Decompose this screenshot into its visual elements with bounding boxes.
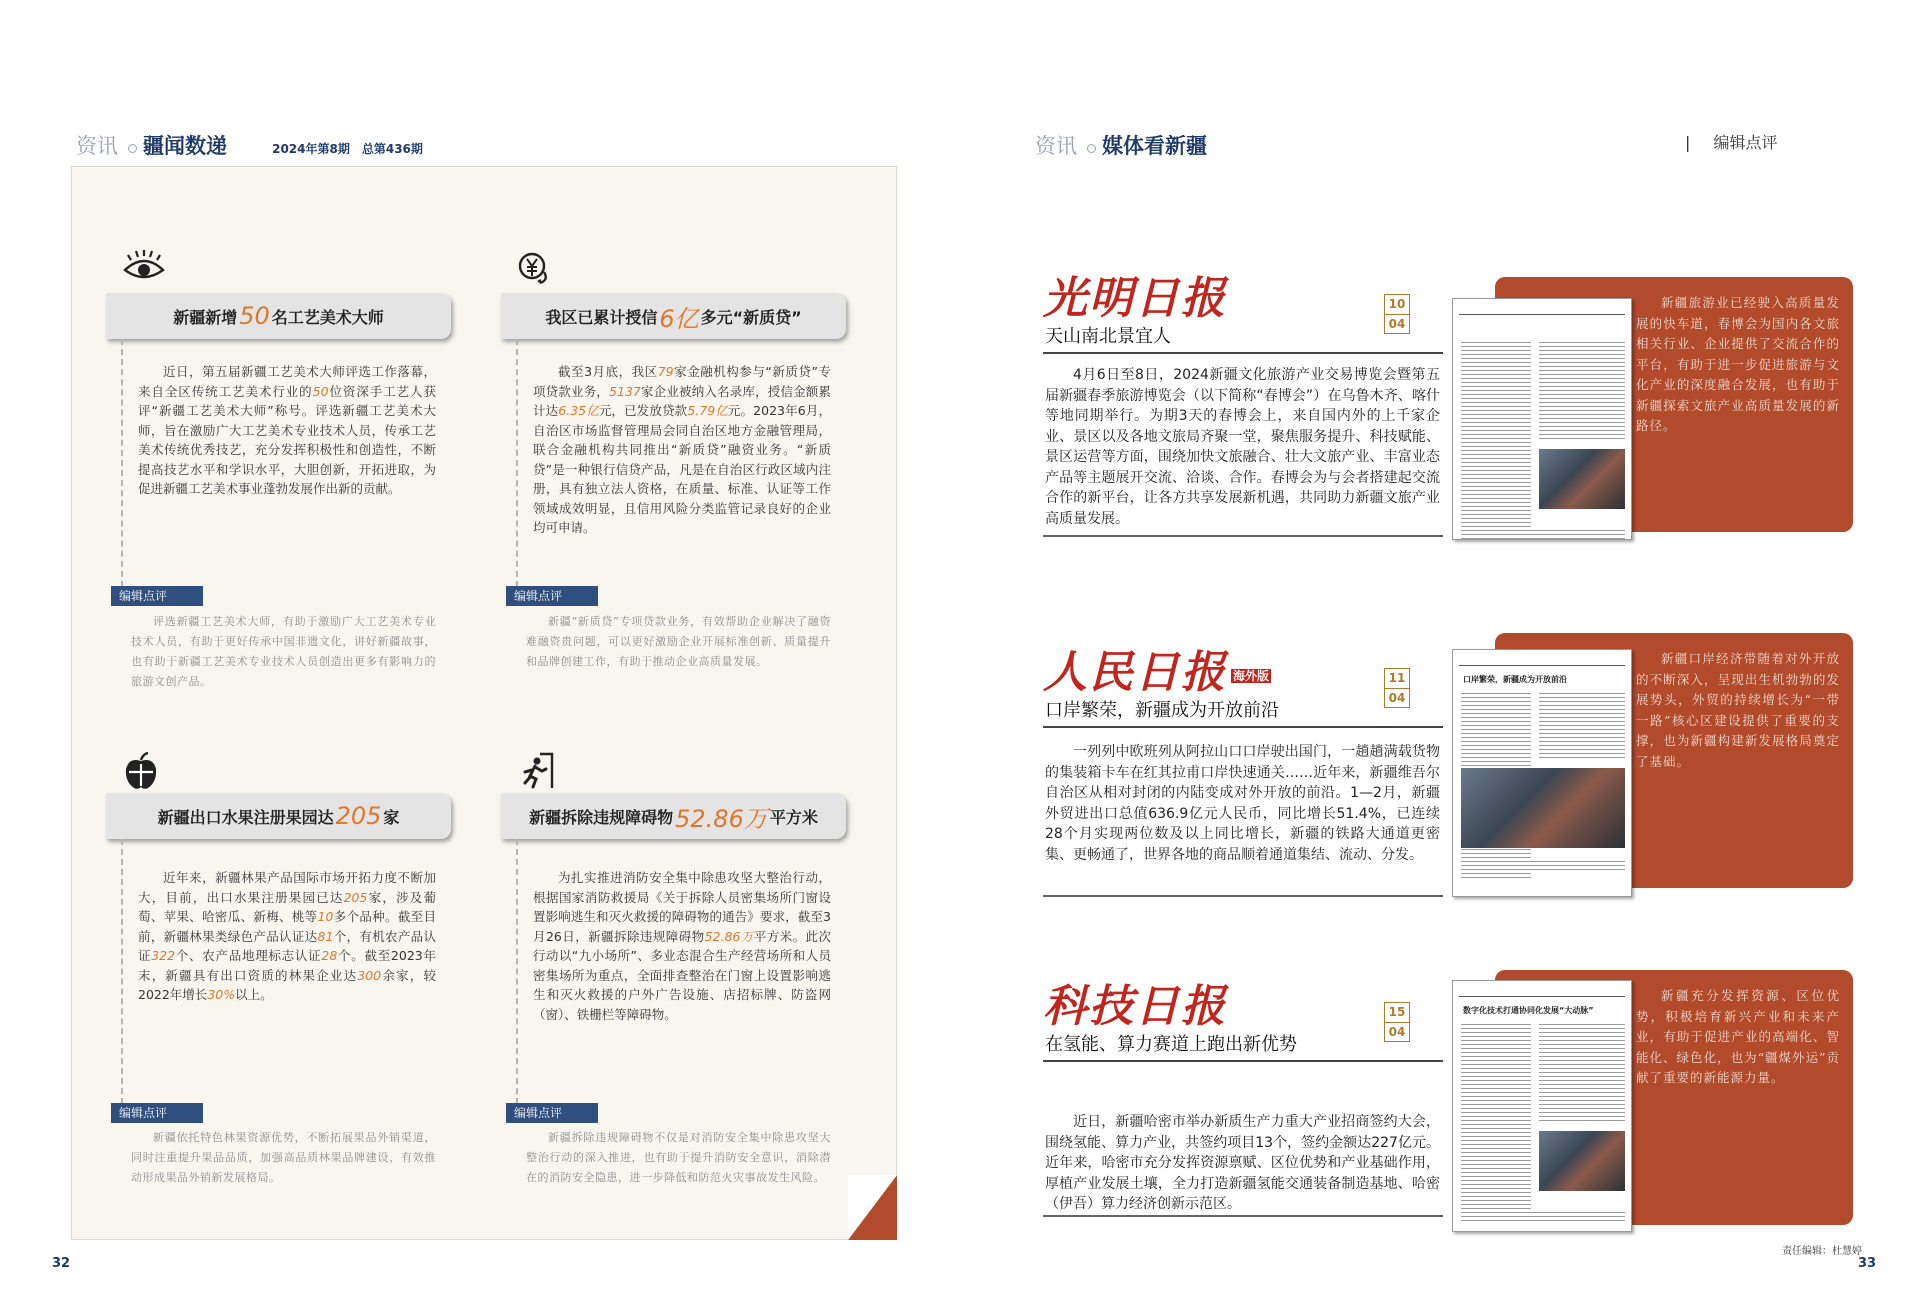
- card-title-banner: [106, 793, 451, 839]
- newspaper-photo: [1539, 449, 1625, 509]
- body-segment: 截至3月底，我区: [558, 364, 658, 379]
- card-title-number: 6亿: [659, 304, 699, 333]
- newspaper-clipping: [1452, 298, 1632, 540]
- highlight-number: 81: [317, 928, 334, 944]
- article-body: 一列列中欧班列从阿拉山口口岸驶出国门，一趟趟满载货物的集装箱卡车在红其拉甫口岸快速通关……近年来，新疆维吾尔自治区从相对封闭的内陆变成对外开放的前沿。1—2月，新疆外贸进出口总值636.9亿元人民币，同比增长51.4%，已连续28个月实现两位数及以上同比增长，新疆的铁路大通道更密集、更畅通了，世界各地的商品顺着通道集结、流动、分发。: [1045, 744, 1440, 863]
- highlight-number: 5.79亿: [687, 403, 728, 418]
- body-segment: 余家，较2022年增长: [138, 967, 436, 1002]
- comment-text: 新疆旅游业已经驶入高质量发展的快车道，春博会为国内各文旅相关行业、企业提供了交流合作的平台，有助于进一步促进旅游与文化产业的深度融合发展，也有助于新疆探索文旅产业高质量发展的新路径。: [1636, 295, 1840, 433]
- comment-text: 新疆充分发挥资源、区位优势，积极培育新兴产业和未来产业，有助于促进产业的高端化、智能化、绿色化，也为“疆煤外运”贡献了重要的新能源力量。: [1636, 988, 1840, 1085]
- title-underline: [1043, 352, 1443, 354]
- left-page-header: [76, 130, 423, 160]
- card-title-number: 52.86万: [675, 804, 768, 833]
- editor-comment-tag: 编辑点评: [111, 1103, 203, 1123]
- body-segment: 元。2023年6月，自治区市场监督管理局会同自治区地方金融管理局，联合金融机构共同推出“新质贷”融资业务。“新质贷”是一种银行信贷产品，凡是在自治区行政区域内注册，具有独立法人资格，在质量、标准、认证等工作领域成效明显，且信用风险分类监管记录良好的企业均可申请。: [533, 403, 831, 535]
- title-underline: [1043, 1060, 1443, 1062]
- header-dot: [128, 144, 137, 153]
- fruit-icon: [121, 752, 161, 792]
- newspaper-headline: 口岸繁荣，新疆成为开放前沿: [1463, 675, 1567, 684]
- newspaper-masthead-bar: [1459, 656, 1625, 666]
- body-segment: 个。截至2023年末，新疆具有出口资质的林果企业达: [138, 948, 436, 983]
- article-bottom-rule: [1043, 1215, 1443, 1217]
- date-badge: [1384, 1002, 1410, 1042]
- column-title: 疆闻数递: [143, 134, 227, 158]
- article-bottom-rule: [1043, 535, 1443, 537]
- body-segment: 位资深手工艺人获评“新疆工艺美术大师”称号。评选新疆工艺美术大师，旨在激励广大工艺美术专业技术人员，传承工艺美术传统优秀技艺，充分发挥积极性和创造性，不断提高技艺水平和学识水平，大胆创新，开拓进取，为促进新疆工艺美术事业蓬勃发展作出新的贡献。: [138, 383, 436, 496]
- header-separator: |: [1685, 133, 1691, 152]
- newspaper-masthead: [1043, 262, 1227, 326]
- editor-comment: 评选新疆工艺美术大师，有助于激励广大工艺美术专业技术人员，有助于更好传承中国非遗文化，讲好新疆故事，也有助于新疆工艺美术专业技术人员创造出更多有影响力的旅游文创产品。: [131, 615, 436, 688]
- highlight-number: 322: [151, 948, 176, 963]
- newspaper-text-column: [1461, 527, 1625, 540]
- highlight-number: 52.86万: [704, 928, 754, 944]
- date-day: 15: [1385, 1003, 1409, 1023]
- highlight-number: 79: [657, 364, 674, 379]
- card-title-banner: [501, 293, 846, 339]
- editor-comment-tag: 编辑点评: [506, 586, 598, 606]
- card-body: [138, 868, 436, 1005]
- card-body: [533, 868, 831, 1024]
- editor-comment: 新疆依托特色林果资源优势，不断拓展果品外销渠道，同时注重提升果品品质，加强高品质林果品牌建设，有效推动形成果品外销新发展格局。: [131, 1131, 436, 1184]
- body-segment: 多个品种。截至目前，新疆林果类绿色产品认证达: [138, 909, 436, 944]
- card-title-banner: [106, 293, 451, 339]
- section-label: 资讯: [1035, 134, 1077, 158]
- newspaper-photo: [1461, 768, 1625, 848]
- card-title-number: 50: [239, 302, 270, 330]
- newspaper-text-column: [1539, 690, 1625, 760]
- newspaper-masthead-bar: [1459, 305, 1625, 315]
- eye-icon: [121, 250, 167, 284]
- issue-info: 2024年第8期 总第436期: [272, 142, 423, 156]
- date-badge: [1384, 668, 1410, 708]
- body-segment: 家企业被纳入名录库，授信金额累计达: [533, 383, 831, 418]
- newspaper-text-column: [1461, 1209, 1625, 1223]
- right-header-right: [1685, 130, 1778, 153]
- editor-comment-tag: 编辑点评: [111, 586, 203, 606]
- body-segment: 为扎实推进消防安全集中除患攻坚大整治行动，根据国家消防救援局《关于拆除人员密集场所门窗设置影响逃生和灭火救援的障碍物的通告》要求，截至3月26日，新疆拆除违规障碍物: [533, 870, 831, 944]
- article-bottom-rule: [1043, 895, 1443, 897]
- dashed-connector: [516, 839, 518, 1114]
- highlight-number: 5137: [609, 383, 641, 399]
- newspaper-text-column: [1461, 1021, 1531, 1211]
- card-title-pre: 新疆新增: [173, 307, 238, 327]
- header-dot: [1087, 144, 1096, 153]
- body-segment: 近年来，新疆林果产品国际市场开拓力度不断加大，目前，出口水果注册果园已达: [138, 870, 436, 905]
- newspaper-masthead-bar: [1459, 987, 1625, 997]
- card-title-number: 205: [335, 802, 382, 830]
- body-segment: 平方米。此次行动以“九小场所”、多业态混合生产经营场所和人员密集场所为重点，全面排查整治在门窗上设置影响逃生和灭火救援的户外广告设施、店招标牌、防盗网（窗）、铁栅栏等障碍物。: [533, 928, 831, 1022]
- article-title: 天山南北景宜人: [1045, 326, 1171, 347]
- highlight-number: 50: [312, 383, 329, 399]
- body-segment: 以上。: [235, 987, 273, 1002]
- column-title: 媒体看新疆: [1102, 134, 1207, 158]
- card-title-post: 家: [383, 807, 400, 827]
- card-title-post: 名工艺美术大师: [271, 307, 384, 327]
- masthead-name: 人民日报: [1043, 647, 1227, 698]
- body-segment: 个、农产品地理标志认证: [175, 948, 322, 963]
- highlight-number: 28: [321, 948, 338, 963]
- body-segment: 近日，第五届新疆工艺美术大师评选工作落幕，来自全区传统工艺美术行业的: [138, 364, 436, 399]
- dashed-connector: [121, 339, 123, 597]
- card-title-post: 平方米: [769, 807, 818, 827]
- card-body: [533, 362, 831, 538]
- responsible-editor: 责任编辑：杜慧婷: [1782, 1246, 1862, 1257]
- section-label: 资讯: [76, 134, 118, 158]
- newspaper-text-column: [1461, 858, 1625, 872]
- card-title-pre: 我区已累计授信: [545, 307, 658, 327]
- yuan-coin-icon: [516, 250, 552, 286]
- date-month: 04: [1388, 691, 1406, 705]
- article-body: 4月6日至8日，2024新疆文化旅游产业交易博览会暨第五届新疆春季旅游博览会（以下简称“春博会”）在乌鲁木齐、喀什等地同期举行。为期3天的春博会上，来自国内外的上千家企业、景区以及各地文旅局齐聚一堂，聚焦服务提升、科技赋能、景区运营等方面，围绕加快文旅融合、壮大文旅产业、丰富业态产品等主题展开交流、洽谈、合作。春博会为与会者搭建起交流合作的新平台，让各方共享发展新机遇，共同助力新疆文旅产业高质量发展。: [1045, 367, 1440, 527]
- body-segment: 个，有机农产品认证: [138, 928, 436, 963]
- body-segment: 元，已发放贷款: [598, 403, 688, 418]
- newspaper-text-column: [1539, 339, 1625, 439]
- newspaper-masthead: [1043, 636, 1271, 700]
- newspaper-text-column: [1539, 1021, 1625, 1121]
- date-badge: [1384, 294, 1410, 334]
- card-title-post: 多元“新质贷”: [700, 307, 802, 327]
- dashed-connector: [121, 839, 123, 1114]
- card-body: [138, 362, 436, 499]
- page-number-left: 32: [52, 1256, 71, 1271]
- editor-comment-tag: 编辑点评: [506, 1103, 598, 1123]
- comment-text: 新疆口岸经济带随着对外开放的不断深入，呈现出生机勃勃的发展势头，外贸的持续增长为“一带一路”核心区建设提供了重要的支撑，也为新疆构建新发展格局奠定了基础。: [1636, 651, 1840, 769]
- card-title-banner: [501, 793, 846, 839]
- masthead-name: 科技日报: [1043, 981, 1227, 1032]
- editor-comment: 新疆拆除违规障碍物不仅是对消防安全集中除患攻坚大整治行动的深入推进，也有助于提升消防安全意识，消除潜在的消防安全隐患，进一步降低和防范火灾事故发生风险。: [526, 1131, 831, 1184]
- newspaper-clipping: [1452, 649, 1632, 897]
- highlight-number: 30%: [207, 987, 236, 1002]
- highlight-number: 205: [343, 889, 368, 905]
- right-page-header: [1035, 130, 1207, 160]
- fire-exit-icon: [516, 752, 556, 792]
- dashed-connector: [516, 339, 518, 597]
- title-underline: [1043, 726, 1443, 728]
- highlight-number: 6.35亿: [558, 403, 599, 418]
- date-day: 11: [1385, 669, 1409, 689]
- header-editor-comment: 编辑点评: [1713, 133, 1778, 152]
- highlight-number: 300: [357, 967, 382, 983]
- body-segment: 家，涉及葡萄、苹果、哈密瓜、新梅、桃等: [138, 889, 436, 924]
- article-title: 口岸繁荣，新疆成为开放前沿: [1045, 700, 1279, 721]
- date-day: 10: [1385, 295, 1409, 315]
- card-title-pre: 新疆拆除违规障碍物: [529, 807, 674, 827]
- newspaper-text-column: [1461, 339, 1531, 529]
- article-body: 近日，新疆哈密市举办新质生产力重大产业招商签约大会，围绕氢能、算力产业，共签约项目13个，签约金额达227亿元。近年来，哈密市充分发挥资源禀赋、区位优势和产业基础作用，厚植产业发展土壤，全力打造新疆氢能交通装备制造基地、哈密（伊吾）算力经济创新示范区。: [1045, 1114, 1440, 1212]
- masthead-name: 光明日报: [1043, 273, 1227, 324]
- page-curl: [848, 1175, 897, 1240]
- newspaper-clipping: [1452, 980, 1632, 1232]
- date-month: 04: [1388, 317, 1406, 331]
- masthead-edition-tag: 海外版: [1233, 669, 1270, 683]
- newspaper-headline: 数字化技术打通协同化发展“大动脉”: [1463, 1006, 1594, 1015]
- newspaper-photo: [1539, 1131, 1625, 1191]
- editor-comment: 新疆“新质贷”专项贷款业务，有效帮助企业解决了融资难融资贵问题，可以更好激励企业开展标准创新、质量提升和品牌创建工作，有助于推动企业高质量发展。: [526, 615, 831, 668]
- highlight-number: 10: [317, 909, 334, 924]
- page-number-right: 33: [1858, 1256, 1877, 1271]
- date-month: 04: [1388, 1025, 1406, 1039]
- body-segment: 家金融机构参与“新质贷”专项贷款业务，: [533, 364, 831, 399]
- newspaper-masthead: [1043, 970, 1227, 1034]
- article-title: 在氢能、算力赛道上跑出新优势: [1045, 1034, 1297, 1055]
- card-title-pre: 新疆出口水果注册果园达: [157, 807, 334, 827]
